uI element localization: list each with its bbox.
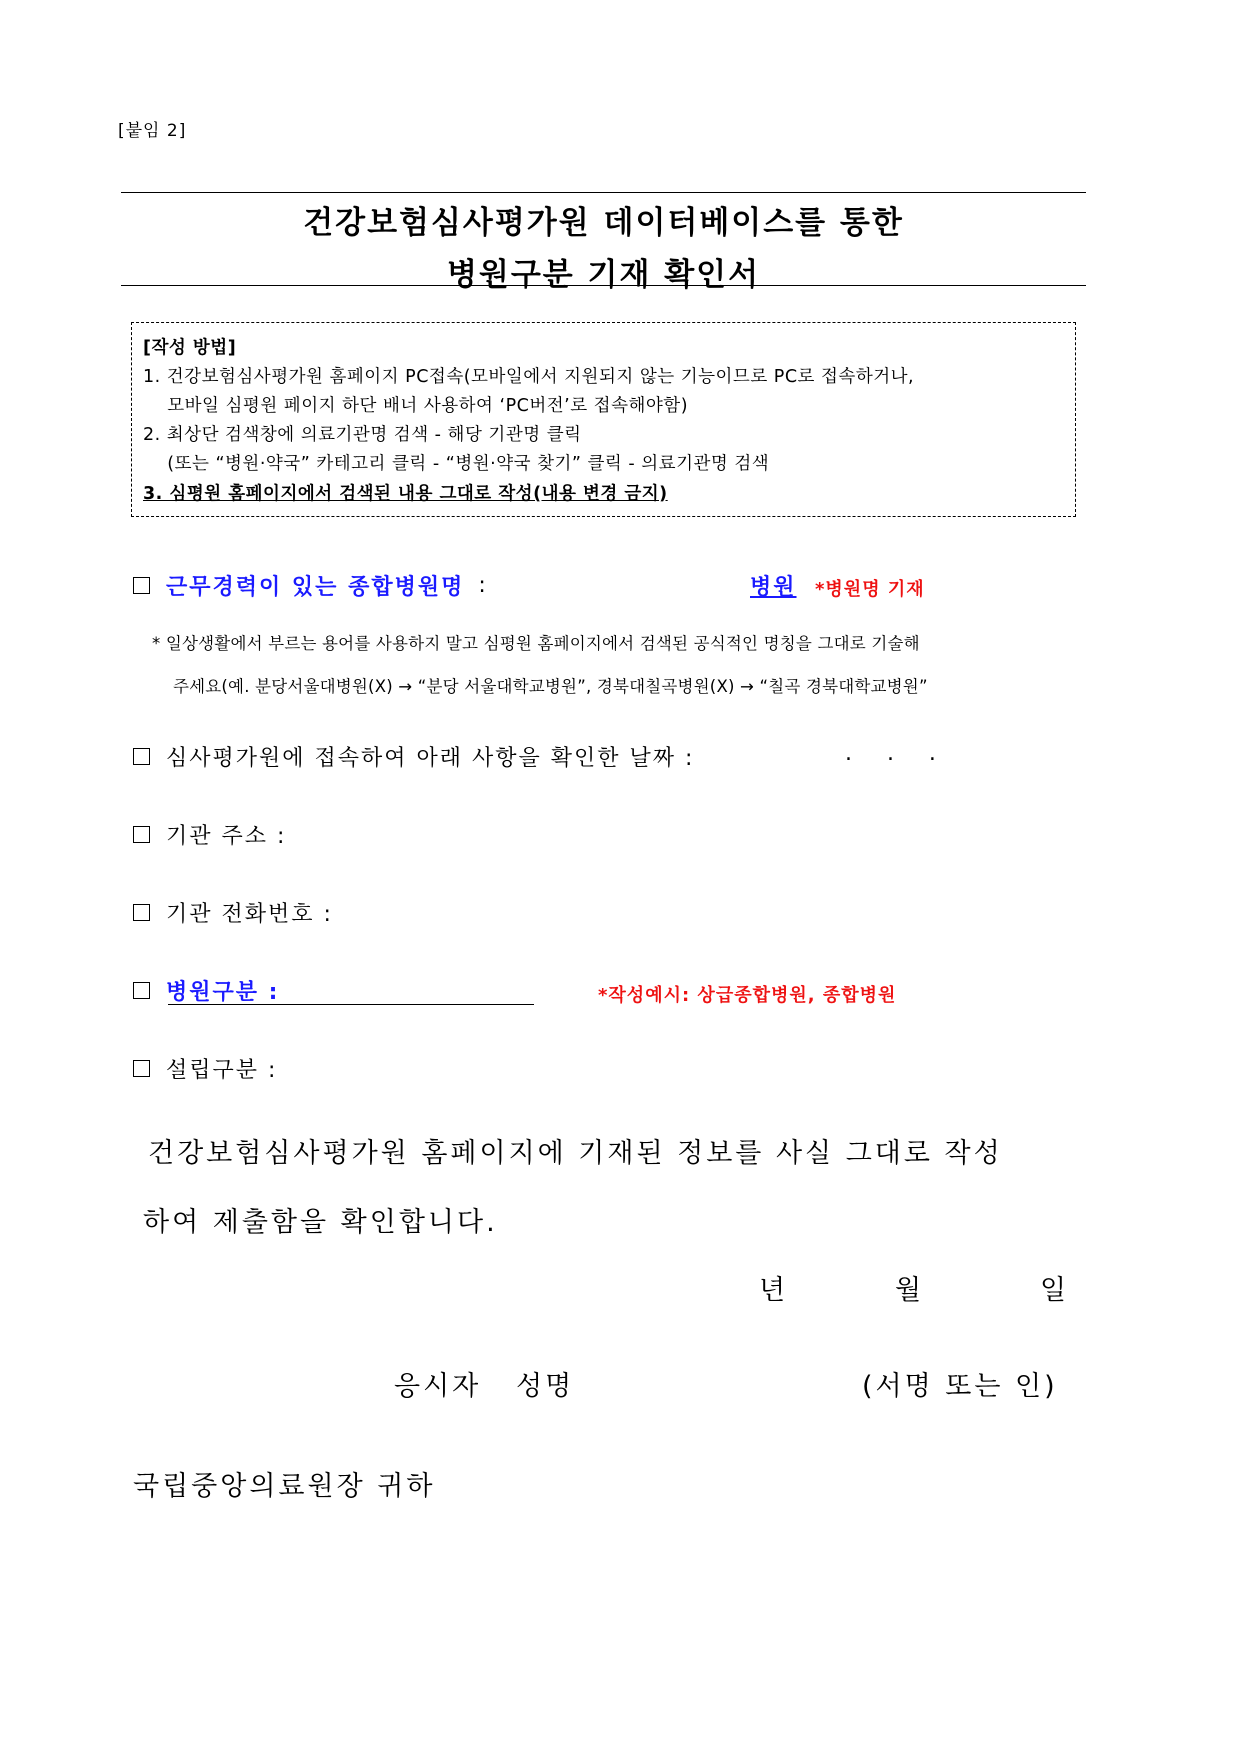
phone-label: 기관 전화번호 : (166, 902, 333, 927)
check-date-label: 심사평가원에 접속하여 아래 사항을 확인한 날짜 : (166, 746, 695, 771)
method-line-3: 2. 최상단 검색창에 의료기관명 검색 - 해당 기관명 클릭 (143, 425, 582, 445)
doc-title-line2: 병원구분 기재 확인서 (446, 257, 761, 293)
recipient: 국립중앙의료원장 귀하 (133, 1471, 436, 1502)
confirmation-line1: 건강보험심사평가원 홈페이지에 기재된 정보를 사실 그대로 작성 (148, 1138, 1003, 1169)
hospital-name-colon: : (478, 573, 488, 598)
attachment-label: [붙임 2] (118, 121, 187, 141)
address-label: 기관 주소 : (166, 824, 287, 849)
phone-field (133, 897, 333, 928)
date-day: 일 (1040, 1275, 1070, 1306)
hospital-type-label: 병원구분 : (166, 980, 280, 1005)
checkbox-icon[interactable] (133, 982, 150, 999)
establishment-field (133, 1053, 277, 1084)
method-line-5: 3. 심평원 홈페이지에서 검색된 내용 그대로 작성(내용 변경 금지) (143, 484, 668, 504)
hospital-name-label: 근무경력이 있는 종합병원명 (166, 575, 465, 600)
method-line-1: 1. 건강보험심사평가원 홈페이지 PC접속(모바일에서 지원되지 않는 기능이므로 PC로 접속하거나, (143, 367, 915, 387)
checkbox-icon[interactable] (133, 577, 150, 594)
date-month: 월 (895, 1275, 925, 1306)
hospital-name-field (133, 570, 488, 601)
address-field (133, 819, 286, 850)
checkbox-icon[interactable] (133, 1060, 150, 1077)
name-note-line1: * 일상생활에서 부르는 용어를 사용하지 말고 심평원 홈페이지에서 검색된 공식적인 명칭을 그대로 기술해 (152, 634, 920, 653)
method-line-2: 모바일 심평원 페이지 하단 배너 사용하여 ‘PC버전’로 접속해야함) (143, 396, 689, 416)
check-date-value[interactable]: . . . (845, 741, 936, 766)
checkbox-icon[interactable] (133, 826, 150, 843)
name-note-line2: 주세요(예. 분당서울대병원(X) → “분당 서울대학교병원”, 경북대칠곡병원(X) → “칠곡 경북대학교병원” (173, 677, 928, 696)
date-year: 년 (759, 1275, 789, 1306)
hospital-type-hint: *작성예시: 상급종합병원, 종합병원 (598, 985, 897, 1006)
method-line-4: (또는 “병원·약국” 카테고리 클릭 - “병원·약국 찾기” 클릭 - 의료기관명 검색 (143, 454, 770, 474)
confirmation-line2: 하여 제출함을 확인합니다. (143, 1207, 498, 1238)
applicant-name-label: 응시자 성명 (394, 1371, 575, 1402)
check-date-field (133, 741, 694, 772)
hospital-name-suffix: 병원 (750, 575, 797, 600)
method-heading: [작성 방법] (143, 338, 237, 358)
title-bottom-rule (121, 285, 1086, 286)
hospital-name-hint: *병원명 기재 (815, 579, 925, 600)
checkbox-icon[interactable] (133, 904, 150, 921)
doc-title-line1: 건강보험심사평가원 데이터베이스를 통한 (303, 205, 904, 241)
signature-note: (서명 또는 인) (862, 1371, 1058, 1402)
title-top-rule (121, 192, 1086, 193)
hospital-type-field (133, 975, 279, 1006)
hospital-type-input[interactable] (168, 1004, 534, 1005)
checkbox-icon[interactable] (133, 748, 150, 765)
establishment-label: 설립구분 : (166, 1058, 278, 1083)
